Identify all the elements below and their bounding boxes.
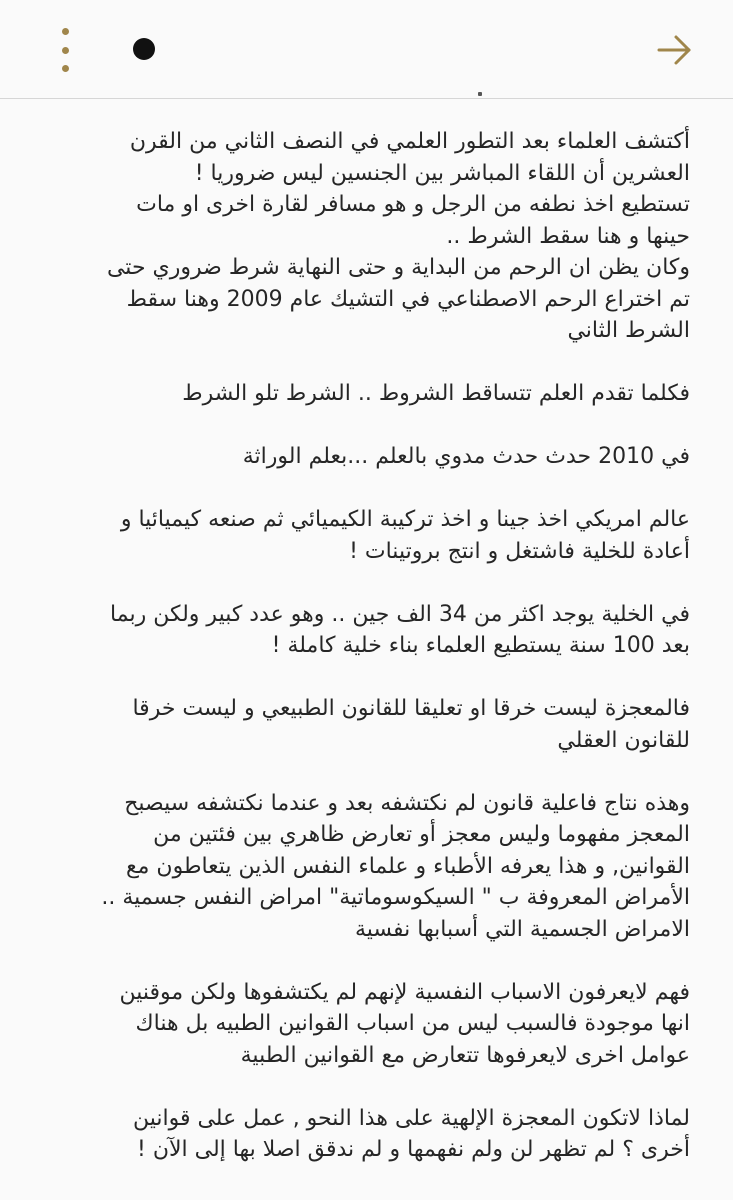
note-line: الشرط الثاني — [567, 318, 690, 343]
note-paragraph — [50, 977, 690, 1072]
note-line: تم اختراع الرحم الاصطناعي في التشيك عام 2009 وهنا سقط — [126, 286, 690, 312]
note-line: وكان يظن ان الرحم من البداية و حتى النهاية شرط ضروري حتى — [106, 255, 690, 280]
note-line: انها موجودة فالسبب ليس من اسباب القوانين الطبيه بل هناك — [135, 1011, 690, 1036]
note-line: عالم امريكي اخذ جينا و اخذ تركيبة الكيميائي ثم صنعه كيميائيا و — [120, 507, 690, 532]
note-line: بعد 100 سنة يستطيع العلماء بناء خلية كاملة ! — [271, 633, 690, 658]
note-line: حينها و هنا سقط الشرط .. — [446, 223, 690, 249]
forward-button[interactable] — [655, 30, 695, 70]
note-body[interactable] — [50, 126, 690, 1200]
note-paragraph — [50, 788, 690, 946]
note-line: أخرى ؟ لم تظهر لن ولم نفهمها و لم ندقق اصلا بها إلى الآن ! — [137, 1137, 690, 1162]
note-line: الأمراض المعروفة ب " السيكوسوماتية" امراض النفس جسمية .. — [101, 885, 690, 910]
note-line: وهذه نتاج فاعلية قانون لم نكتشفه بعد و عندما نكتشفه سيصبح — [124, 790, 690, 816]
note-line: لماذا لاتكون المعجزة الإلهية على هذا النحو , عمل على قوانين — [132, 1105, 690, 1131]
note-paragraph — [50, 599, 690, 662]
note-line: فكلما تقدم العلم تتساقط الشروط .. الشرط تلو الشرط — [182, 381, 690, 406]
arrow-right-icon — [655, 30, 695, 70]
note-paragraph — [50, 441, 690, 473]
note-paragraph — [50, 378, 690, 410]
note-line: المعجز مفهوما وليس معجز أو تعارض ظاهري بين فئتين من — [153, 822, 690, 847]
note-line: العشرين أن اللقاء المباشر بين الجنسين ليس ضروريا ! — [194, 160, 690, 186]
note-line: في 2010 حدث حدث مدوي بالعلم ...بعلم الوراثة — [242, 444, 690, 469]
note-line: القوانين, و هذا يعرفه الأطباء و علماء النفس الذين يتعاطون مع — [125, 853, 690, 879]
note-line: فهم لايعرفون الاسباب النفسية لإنهم لم يكتشفوها ولكن موقنين — [119, 979, 690, 1005]
note-line: تستطيع اخذ نطفه من الرجل و هو مسافر لقارة اخرى او مات — [136, 192, 690, 217]
more-options-button[interactable] — [52, 28, 78, 72]
top-toolbar — [0, 0, 733, 99]
recording-dot-icon — [133, 38, 155, 60]
more-vertical-icon — [62, 28, 69, 35]
note-paragraph — [50, 126, 690, 347]
note-paragraph — [50, 1103, 690, 1166]
note-paragraph — [50, 504, 690, 567]
note-paragraph — [50, 693, 690, 756]
note-line: للقانون العقلي — [557, 727, 690, 753]
note-line: فالمعجزة ليست خرقا او تعليقا للقانون الطبيعي و ليست خرقا — [132, 696, 690, 721]
note-line: في الخلية يوجد اكثر من 34 الف جين .. وهو عدد كبير ولكن ربما — [110, 601, 690, 627]
note-line: أعادة للخلية فاشتغل و انتج بروتينات ! — [349, 538, 690, 564]
note-line: أكتشف العلماء بعد التطور العلمي في النصف الثاني من القرن — [129, 129, 690, 154]
note-line: عوامل اخرى لايعرفوها تتعارض مع القوانين الطبية — [240, 1042, 690, 1068]
cursor-mark — [478, 92, 482, 96]
note-line: الامراض الجسمية التي أسبابها نفسية — [354, 916, 690, 942]
